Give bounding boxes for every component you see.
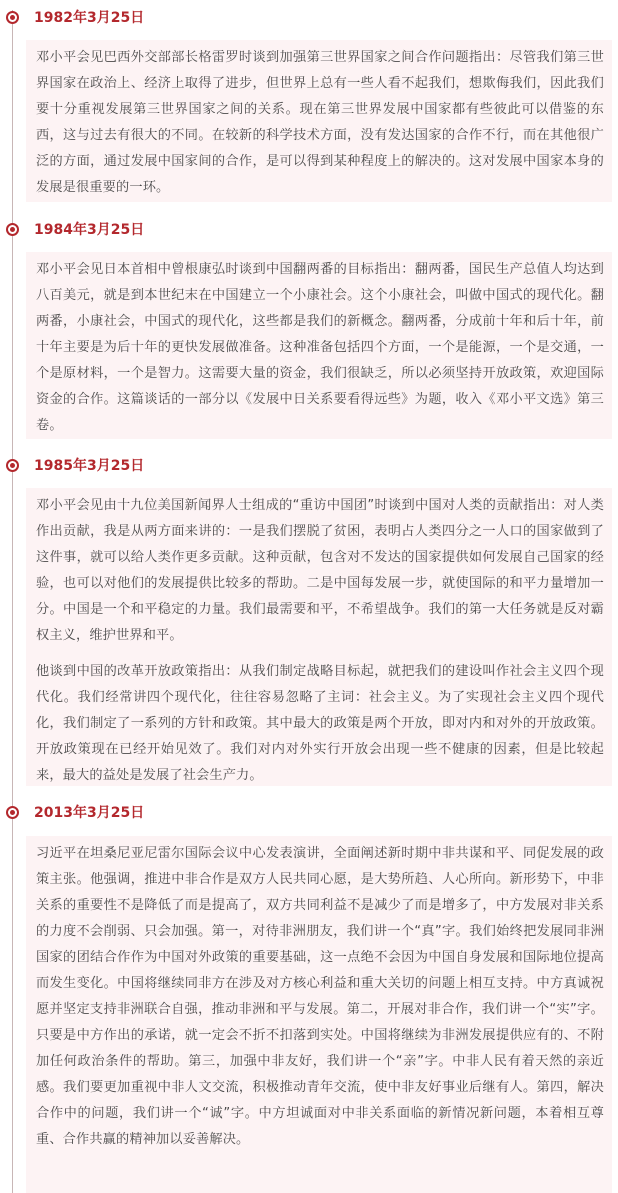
- entry-date: 1984年3月25日: [34, 222, 145, 238]
- entry-date: 1985年3月25日: [34, 458, 145, 474]
- entry-paragraph: 他谈到中国的改革开放政策指出：从我们制定战略目标起，就把我们的建设叫作社会主义四个现代化。我们经常讲四个现代化，往往容易忽略了主词：社会主义。为了实现社会主义四个现代化，我们制定了一系列的方针和政策。其中最大的政策是两个开放，即对内和对外的开放政策。开放政策现在已经开始见效了。我们对内对外实行开放会出现一些不健康的因素，但是比较起来，最大的益处是发展了社会生产力。: [36, 664, 604, 783]
- entry-date: 2013年3月25日: [34, 805, 145, 821]
- timeline-dot-icon: [6, 806, 19, 819]
- entry-paragraph: 习近平在坦桑尼亚尼雷尔国际会议中心发表演讲，全面阐述新时期中非共谋和平、同促发展的政策主张。他强调，推进中非合作是双方人民共同心愿，是大势所趋、人心所向。新形势下，中非关系的重要性不是降低了而是提高了，双方共同利益不是减少了而是增多了，中方发展对非关系的力度不会削弱、只会加强。第一，对待非洲朋友，我们讲一个“真”字。我们始终把发展同非洲国家的团结合作作为中国对外政策的重要基础，这一点绝不会因为中国自身发展和国际地位提高而发生变化。中国将继续同非方在涉及对方核心利益和重大关切的问题上相互支持。中方真诚祝愿并坚定支持非洲联合自强，推动非洲和平与发展。第二，开展对非合作，我们讲一个“实”字。只要是中方作出的承诺，就一定会不折不扣落到实处。中国将继续为非洲发展提供应有的、不附加任何政治条件的帮助。第三，加强中非友好，我们讲一个“亲”字。中非人民有着天然的亲近感。我们要更加重视中非人文交流，积极推动青年交流，使中非友好事业后继有人。第四，解决合作中的问题，我们讲一个“诚”字。中方坦诚面对中非关系面临的新情况新问题，本着相互尊重、合作共赢的精神加以妥善解决。: [36, 846, 604, 1147]
- entry-paragraph: 邓小平会见由十九位美国新闻界人士组成的“重访中国团”时谈到中国对人类的贡献指出：对人类作出贡献，我是从两方面来讲的：一是我们摆脱了贫困，表明占人类四分之一人口的国家做到了这件事，就可以给人类作更多贡献。这种贡献，包含对不发达的国家提供如何发展自己国家的经验，也可以对他们的发展提供比较多的帮助。二是中国每发展一步，就使国际的和平力量增加一分。中国是一个和平稳定的力量。我们最需要和平，不希望战争。我们的第一大任务就是反对霸权主义，维护世界和平。: [36, 498, 604, 643]
- entry-paragraph: 邓小平会见巴西外交部部长格雷罗时谈到加强第三世界国家之间合作问题指出：尽管我们第三世界国家在政治上、经济上取得了进步，但世界上总有一些人看不起我们，想欺侮我们，因此我们要十分重视发展第三世界国家之间的关系。现在第三世界发展中国家都有些彼此可以借鉴的东西，这与过去有很大的不同。在较新的科学技术方面，没有发达国家的合作不行，而在其他很广泛的方面，通过发展中国家间的合作，是可以得到某种程度上的解决的。这对发展中国家本身的发展是很重要的一环。: [36, 50, 604, 195]
- timeline-dot-icon: [6, 11, 19, 24]
- entry-content: [26, 488, 612, 786]
- entry-content: [26, 40, 612, 202]
- entry-date: 1982年3月25日: [34, 10, 145, 26]
- timeline-dot-icon: [6, 459, 19, 472]
- entry-content: [26, 836, 612, 1193]
- entry-content: [26, 252, 612, 439]
- timeline-dot-icon: [6, 223, 19, 236]
- entry-paragraph: 邓小平会见日本首相中曾根康弘时谈到中国翻两番的目标指出：翻两番，国民生产总值人均达到八百美元，就是到本世纪末在中国建立一个小康社会。这个小康社会，叫做中国式的现代化。翻两番，小康社会，中国式的现代化，这些都是我们的新概念。翻两番，分成前十年和后十年，前十年主要是为后十年的更快发展做准备。这种准备包括四个方面，一个是能源，一个是交通，一个是原材料，一个是智力。这需要大量的资金，我们很缺乏，所以必须坚持开放政策，欢迎国际资金的合作。这篇谈话的一部分以《发展中日关系要看得远些》为题，收入《邓小平文选》第三卷。: [36, 262, 604, 433]
- timeline-line: [12, 10, 13, 1193]
